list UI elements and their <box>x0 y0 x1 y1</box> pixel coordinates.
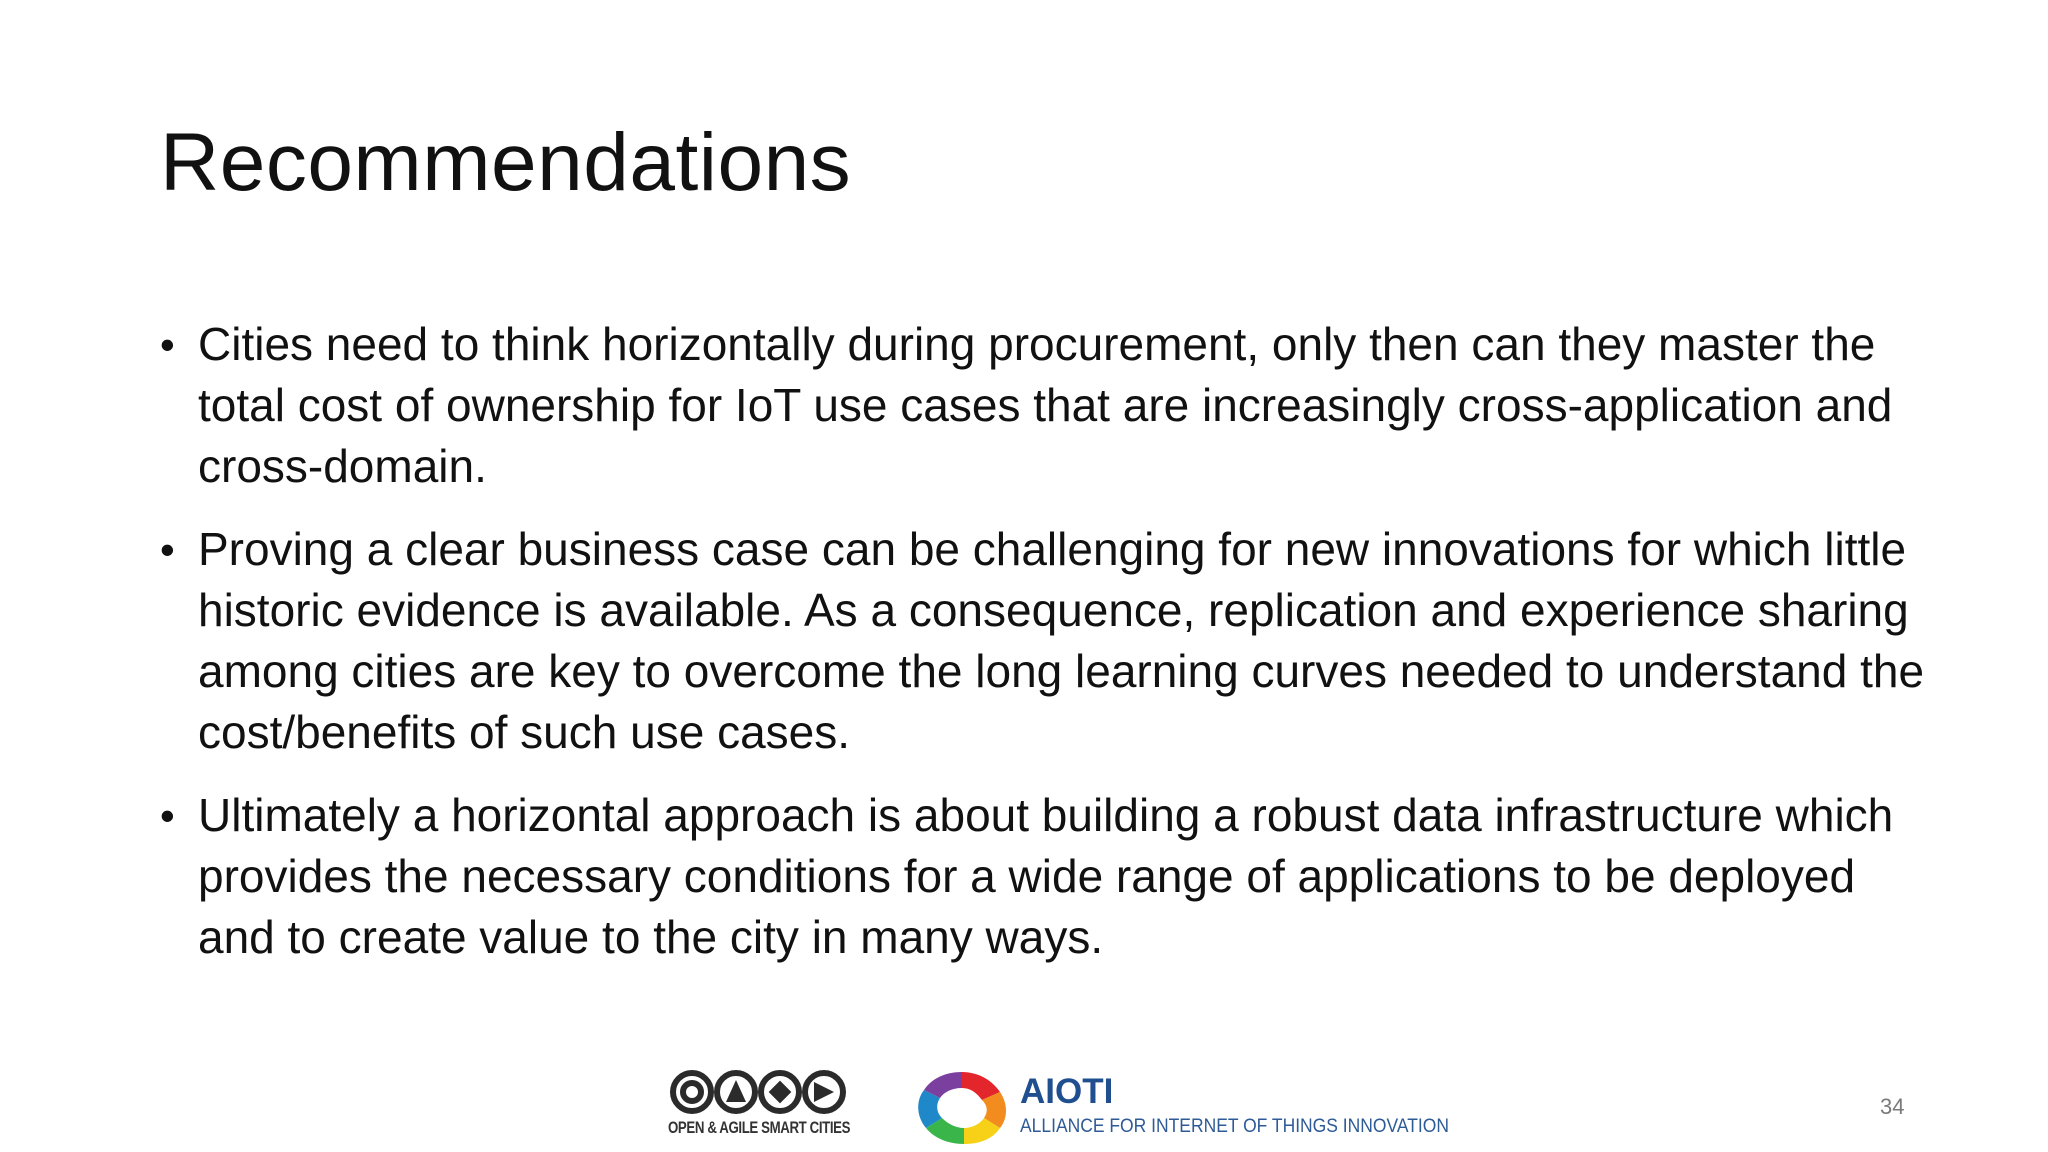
bullet-item <box>156 785 1936 968</box>
aioti-caption: ALLIANCE FOR INTERNET OF THINGS INNOVATION <box>1020 1116 1449 1137</box>
page-number: 34 <box>1880 1094 1905 1119</box>
bullet-marker: • <box>160 321 175 368</box>
bullet-text: Proving a clear business case can be challenging for new innovations for which little historic evidence is available. As a consequence, replication and experience sharing among cities are key to overcome the long learning curves needed to understand the cost/benefits of such use cases. <box>198 523 1925 758</box>
bullet-item <box>156 519 1936 763</box>
bullet-text: Ultimately a horizontal approach is about building a robust data infrastructure which provides the necessary conditions for a wide range of applications to be deployed and to create value to the city in many ways. <box>198 789 1894 963</box>
aioti-logo-icon <box>912 1068 1012 1146</box>
bullet-list <box>156 314 1936 990</box>
bullet-item <box>156 314 1936 497</box>
oasc-logo <box>668 1066 858 1146</box>
bullet-marker: • <box>160 526 175 573</box>
aioti-name: AIOTI <box>1020 1072 1114 1111</box>
slide-title: Recommendations <box>160 117 852 208</box>
oasc-logo-icon <box>668 1066 858 1118</box>
bullet-text: Cities need to think horizontally during procurement, only then can they master the total cost of ownership for IoT use cases that are increasingly cross-application and cross-domain. <box>198 318 1893 492</box>
aioti-logo <box>912 1066 1472 1146</box>
bullet-marker: • <box>160 792 175 839</box>
footer-logos <box>668 1066 1468 1146</box>
oasc-caption: OPEN & AGILE SMART CITIES <box>668 1118 851 1137</box>
